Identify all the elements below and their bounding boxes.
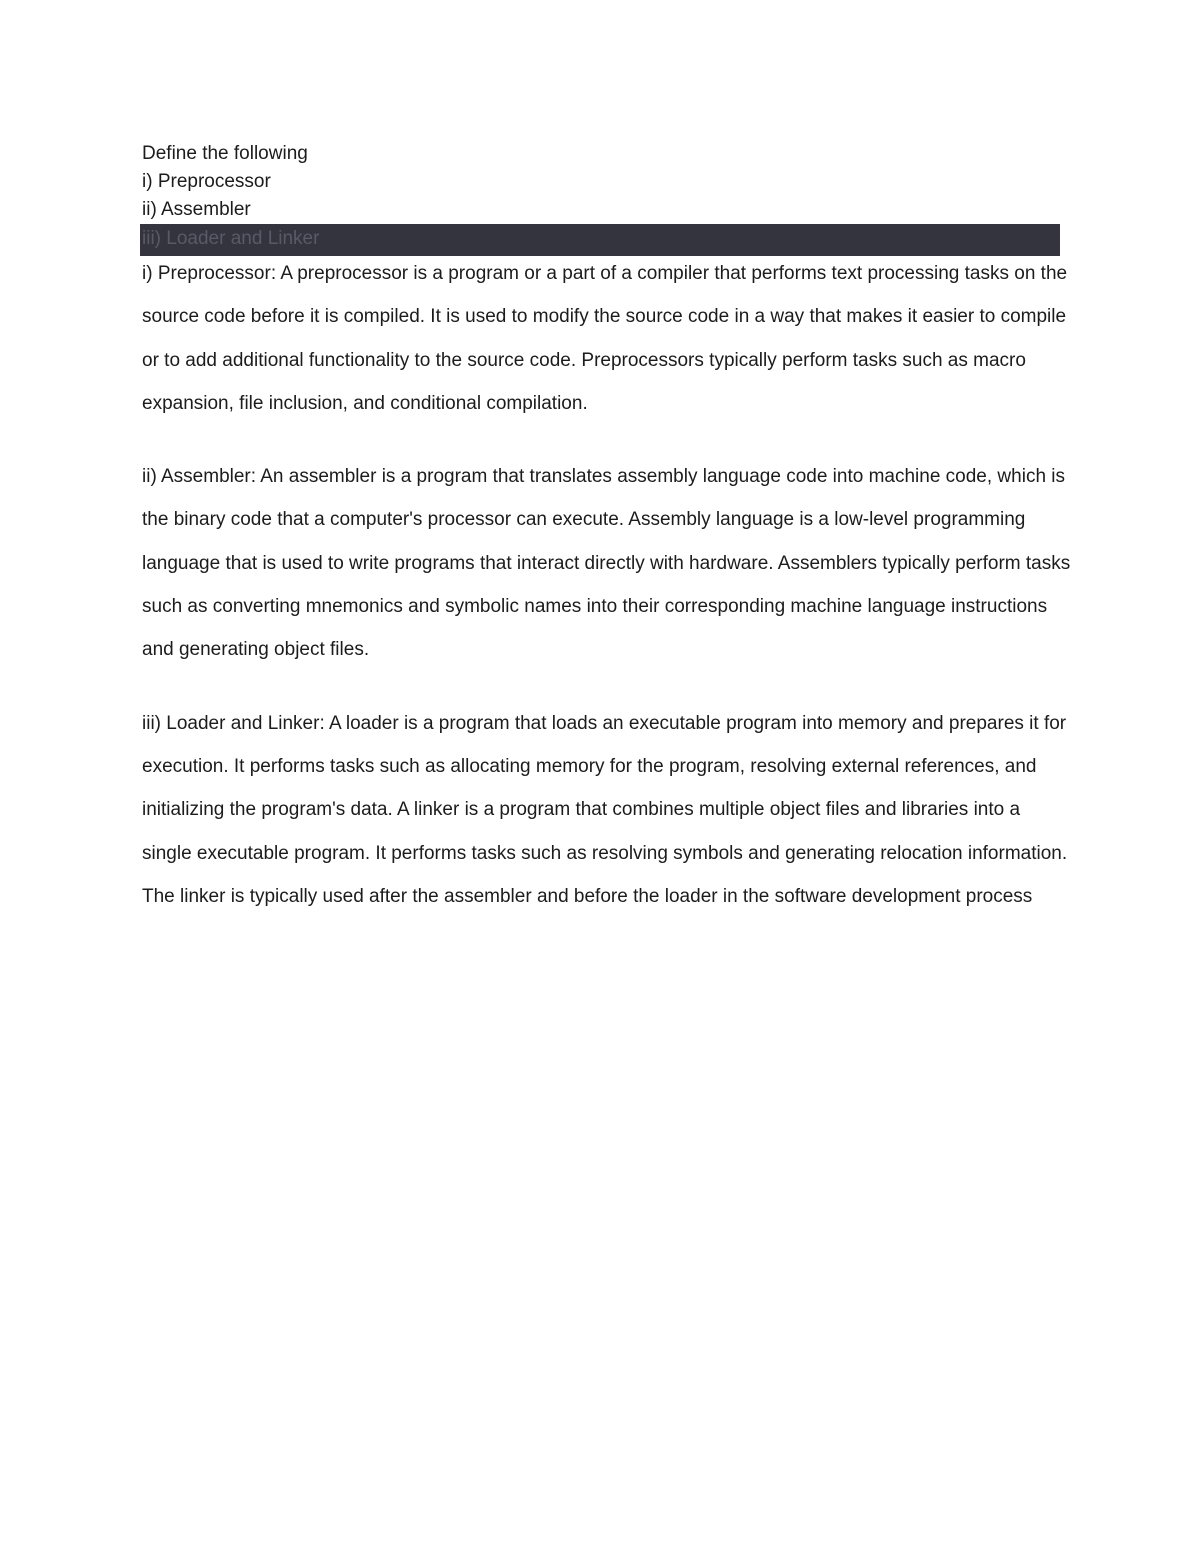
question-item-loader-linker-selected[interactable]: iii) Loader and Linker bbox=[140, 224, 1060, 256]
answers-section bbox=[142, 252, 1072, 948]
question-item-assembler: ii) Assembler bbox=[142, 199, 251, 220]
answer-assembler: ii) Assembler: An assembler is a program that translates assembly language code into machine code, which is the binary code that a computer's processor can execute. Assembly language is a low-level programming language that is used to write programs that interact directly with hardware. Assemblers typically perform tasks such as converting mnemonics and symbolic names into their corresponding machine language instructions and generating object files. bbox=[142, 466, 1071, 661]
answer-preprocessor: i) Preprocessor: A preprocessor is a program or a part of a compiler that performs text processing tasks on the source code before it is compiled. It is used to modify the source code in a way that makes it easier to compile or to add additional functionality to the source code. Preprocessors typically perform tasks such as macro expansion, file inclusion, and conditional compilation. bbox=[142, 263, 1068, 414]
question-item-preprocessor: i) Preprocessor bbox=[142, 171, 271, 192]
answer-loader-linker: iii) Loader and Linker: A loader is a program that loads an executable program into memory and prepares it for execution. It performs tasks such as allocating memory for the program, resolving external references, and initializing the program's data. A linker is a program that combines multiple object files and libraries into a single executable program. It performs tasks such as resolving symbols and generating relocation information. The linker is typically used after the assembler and before the loader in the software development process bbox=[142, 712, 1068, 907]
question-intro: Define the following bbox=[142, 143, 308, 164]
question-block bbox=[142, 140, 1060, 256]
